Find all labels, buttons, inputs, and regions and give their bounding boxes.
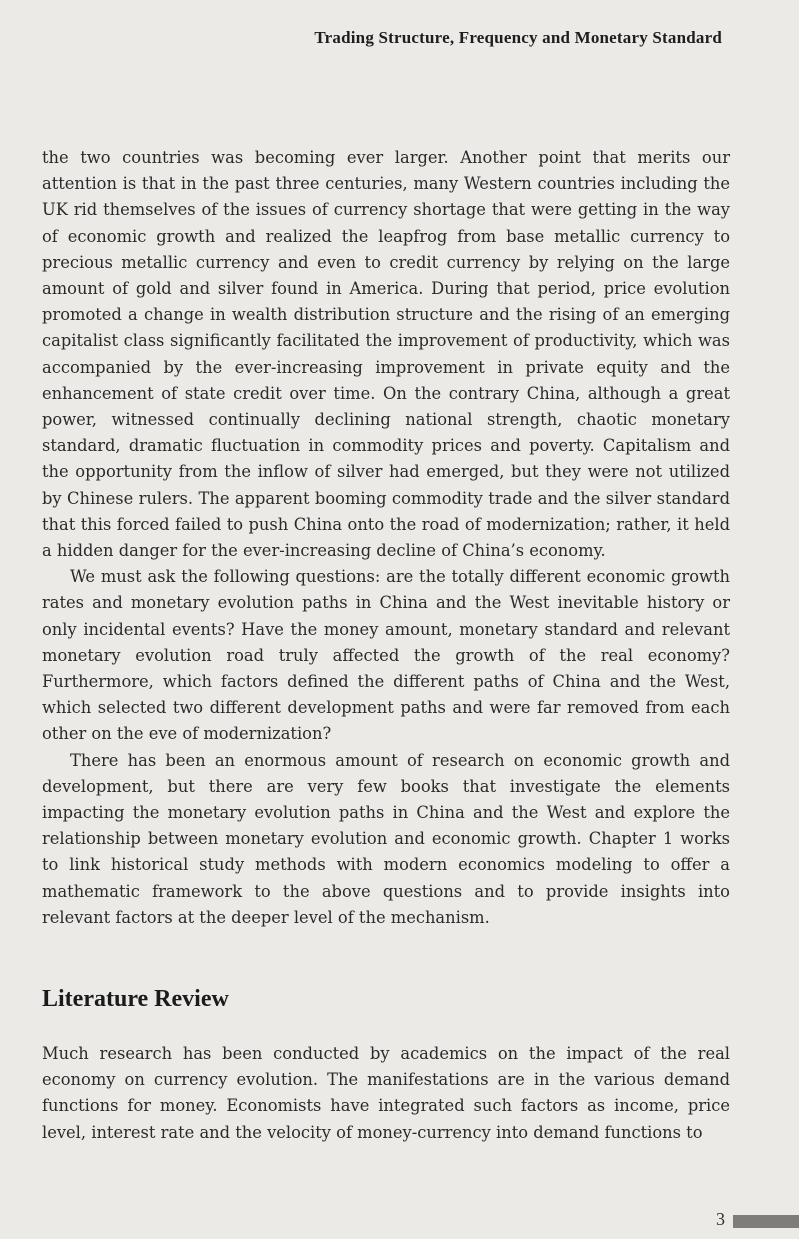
body-text xyxy=(42,145,730,931)
page-edge-tab xyxy=(733,1215,799,1228)
page-number: 3 xyxy=(716,1209,725,1229)
section-paragraph: Much research has been conducted by academics on the impact of the real economy on currency evolution. The manifestations are in the various demand functions for money. Economists have integrated such factors as income, price level, interest rate and the velocity of money-currency into demand functions to xyxy=(42,1044,730,1142)
body-paragraph: There has been an enormous amount of research on economic growth and development, but there are very few books that investigate the elements impacting the monetary evolution paths in China and the West and explore the relationship between monetary evolution and economic growth. Chapter 1 works to link historical study methods with modern economics modeling to offer a mathematic framework to the above questions and to provide insights into relevant factors at the deeper level of the mechanism. xyxy=(42,750,730,927)
running-head-title: Trading Structure, Frequency and Monetary Standard xyxy=(314,28,722,47)
body-paragraph: We must ask the following questions: are the totally different economic growth rates and monetary evolution paths in China and the West inevitable history or only incidental events? Have the money amount, monetary standard and relevant monetary evolution road truly affected the growth of the real economy? Furthermore, which factors defined the different paths of China and the West, which selected two different development paths and were far removed from each other on the eve of modernization? xyxy=(42,567,730,744)
section-heading: Literature Review xyxy=(42,986,229,1012)
body-paragraph: the two countries was becoming ever larger. Another point that merits our attention is that in the past three centuries, many Western countries including the UK rid themselves of the issues of currency shortage that were getting in the way of economic growth and realized the leapfrog from base metallic currency to precious metallic currency and even to credit currency by relying on the large amount of gold and silver found in America. During that period, price evolution promoted a change in wealth distribution structure and the rising of an emerging capitalist class significantly facilitated the improvement of productivity, which was accompanied by the ever-increasing improvement in private equity and the enhancement of state credit over time. On the contrary China, although a great power, witnessed continually declining national strength, chaotic monetary standard, dramatic fluctuation in commodity prices and poverty. Capitalism and the opportunity from the inflow of silver had emerged, but they were not utilized by Chinese rulers. The apparent booming commodity trade and the silver standard that this forced failed to push China onto the road of modernization; rather, it held a hidden danger for the ever-increasing decline of China’s economy. xyxy=(42,148,730,561)
section-text xyxy=(42,1041,730,1146)
